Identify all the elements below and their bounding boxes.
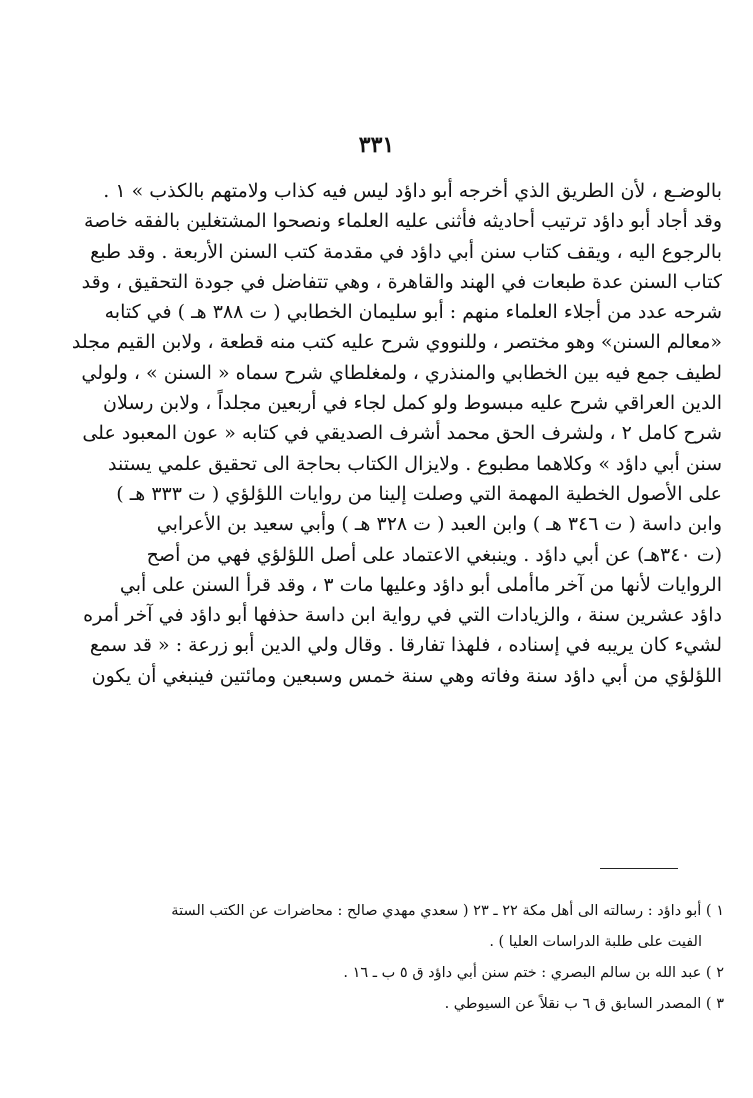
footnote-1-continuation: الفيت على طلبة الدراسات العليا ) . [489, 934, 702, 950]
main-text [64, 176, 722, 691]
page-number: ٣٣١ [358, 132, 395, 158]
text-line: سنن أبي داؤد » وكلاهما مطبوع . ولايزال الكتاب بحاجة الى تحقيق علمي يستند [108, 452, 722, 475]
text-line: لطيف جمع فيه بين الخطابي والمنذري ، ولمغلطاي شرح سماه « السنن » ، ولولي [81, 361, 722, 384]
footnotes [64, 896, 724, 1020]
footnote-2: ٢ ) عبد الله بن سالم البصري : ختم سنن أبي داؤد ق ٥ ب ـ ١٦ . [343, 965, 724, 981]
footnote-3: ٣ ) المصدر السابق ق ٦ ب نقلاً عن السيوطي . [444, 996, 724, 1012]
footnote-separator [600, 868, 678, 869]
text-line: بالوضـع ، لأن الطريق الذي أخرجه أبو داؤد ليس فيه كذاب ولامتهم بالكذب » ١ . [103, 180, 722, 202]
text-line: الروايات لأنها من آخر ماأملى أبو داؤد وعليها مات ٣ ، وقد قرأ السنن على أبي [119, 573, 722, 596]
text-line: على الأصول الخطية المهمة التي وصلت إلينا من روايات اللؤلؤي ( ت ٣٣٣ هـ ) [116, 482, 722, 505]
text-line: شرح كامل ٢ ، ولشرف الحق محمد أشرف الصديقي في كتابه « عون المعبود على [82, 422, 722, 445]
text-line: كتاب السنن عدة طبعات في الهند والقاهرة ، وهي تتفاضل في جودة التحقيق ، وقد [81, 270, 722, 293]
text-line: بالرجوع اليه ، ويقف كتاب سنن أبي داؤد في مقدمة كتب السنن الأربعة . وقد طبع [90, 240, 722, 263]
footnote-1: ١ ) أبو داؤد : رسالته الى أهل مكة ٢٢ ـ ٢٣ ( سعدي مهدي صالح : محاضرات عن الكتب الستة [171, 903, 724, 919]
text-line: وقد أجاد أبو داؤد ترتيب أحاديثه فأثنى عليه العلماء ونصحوا المشتغلين بالفقه خاصة [84, 210, 722, 233]
text-line: اللؤلؤي من أبي داؤد سنة وفاته وهي سنة خمس وسبعين ومائتين فينبغي أن يكون [91, 664, 722, 687]
text-line: الدين العراقي شرح عليه مبسوط ولو كمل لجاء في أربعين مجلداً ، ولابن رسلان [103, 392, 722, 415]
text-line: «معالم السنن» وهو مختصر ، وللنووي شرح عليه كتب منه قطعة ، ولابن القيم مجلد [71, 331, 722, 354]
text-line: شرحه عدد من أجلاء العلماء منهم : أبو سليمان الخطابي ( ت ٣٨٨ هـ ) في كتابه [104, 301, 722, 324]
text-line: (ت ٣٤٠هـ) عن أبي داؤد . وينبغي الاعتماد على أصل اللؤلؤي فهي من أصح [146, 543, 722, 566]
text-line: وابن داسة ( ت ٣٤٦ هـ ) وابن العبد ( ت ٣٢٨ هـ ) وأبي سعيد بن الأعرابي [156, 513, 722, 536]
text-line: لشيء كان يريبه في إسناده ، فلهذا تفارقا . وقال ولي الدين أبو زرعة : « قد سمع [89, 634, 722, 657]
text-line: داؤد عشرين سنة ، والزيادات التي في رواية ابن داسة حذفها أبو داؤد في آخر أمره [83, 604, 722, 627]
